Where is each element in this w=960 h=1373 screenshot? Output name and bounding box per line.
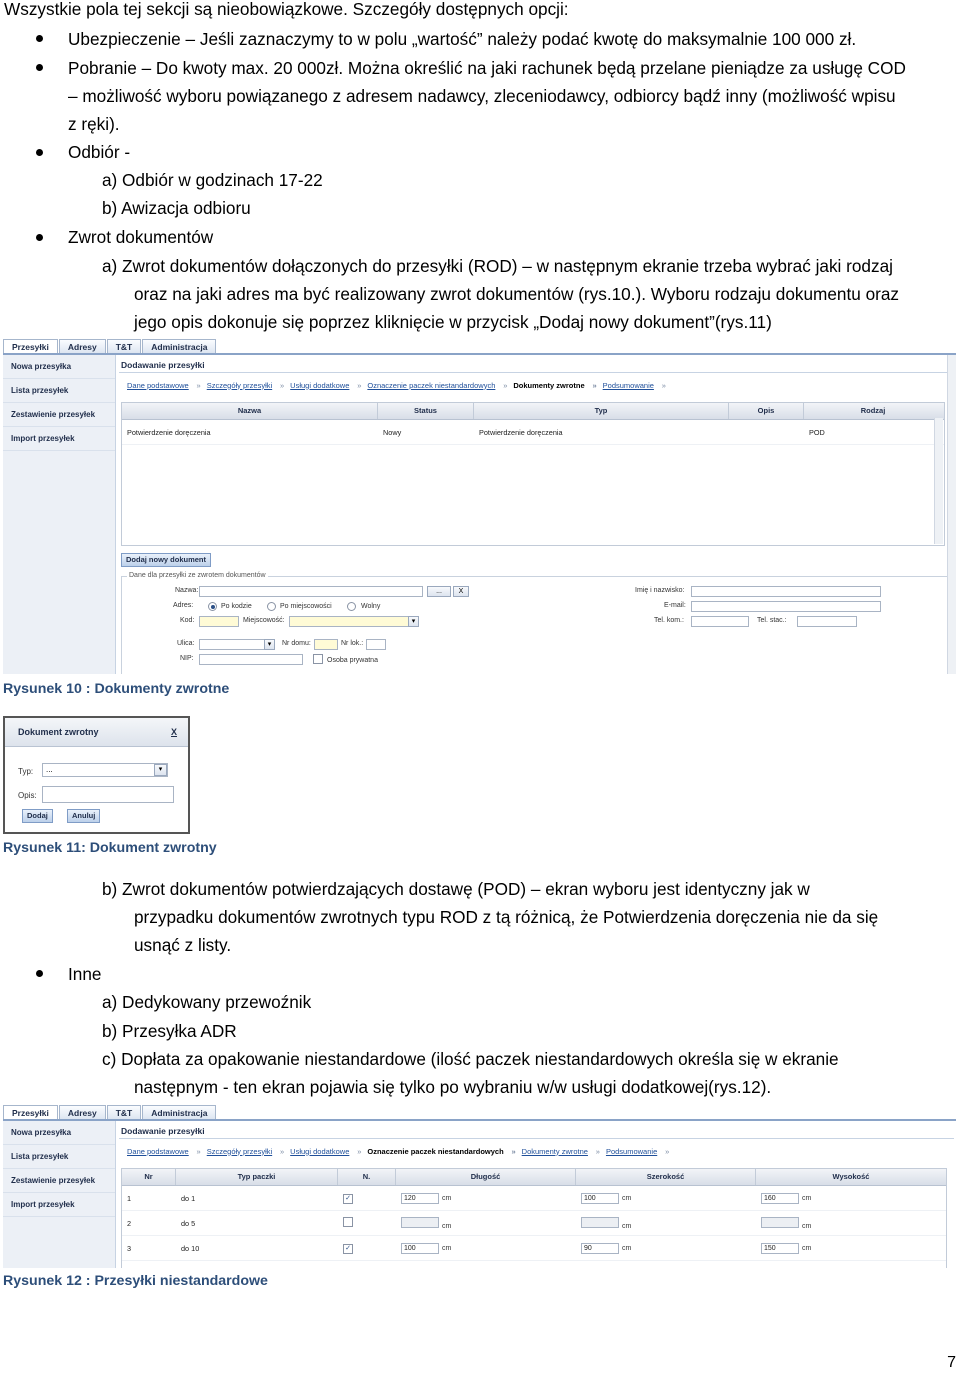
step-details[interactable]: Szczegóły przesyłki » xyxy=(207,381,286,390)
col-opis[interactable]: Opis xyxy=(729,403,804,419)
item-pickup: Odbiór - xyxy=(68,142,131,162)
step-services[interactable]: Usługi dodatkowe » xyxy=(290,1147,363,1156)
divider xyxy=(119,372,954,373)
radio-po-miejscowosci[interactable] xyxy=(267,602,276,611)
col-dlugosc[interactable]: Długość xyxy=(396,1169,576,1185)
unit-label: cm xyxy=(802,1222,812,1230)
sidebar xyxy=(3,1121,116,1268)
item-returns-a: a) Zwrot dokumentów dołączonych do przesyłki (ROD) – w następnym ekranie trzeba wybrać jaki rodzaj xyxy=(102,256,893,276)
item-cod-cont2: z ręki). xyxy=(68,114,120,134)
wy-input[interactable]: 160 xyxy=(761,1193,799,1204)
email-input[interactable] xyxy=(691,601,881,612)
col-nazwa[interactable]: Nazwa xyxy=(122,403,378,419)
cell-typ: do 10 xyxy=(181,1243,200,1253)
col-szerokosc[interactable]: Szerokość xyxy=(576,1169,756,1185)
sz-input[interactable]: 90 xyxy=(581,1243,619,1254)
fieldset-legend: Dane dla przesyłki ze zwrotem dokumentów xyxy=(129,572,266,579)
item-returns-b3: usnąć z listy. xyxy=(134,935,232,955)
grid-header xyxy=(122,1169,946,1186)
opis-input[interactable] xyxy=(42,786,174,803)
cell-dl xyxy=(396,1243,576,1254)
step-basic[interactable]: Dane podstawowe » xyxy=(127,1147,203,1156)
step-nonstandard[interactable]: Oznaczenie paczek niestandardowych » xyxy=(367,381,509,390)
bullet xyxy=(36,149,43,156)
wy-input[interactable]: 150 xyxy=(761,1243,799,1254)
label-miejscowosc: Miejscowość: xyxy=(243,617,285,624)
col-rodzaj[interactable]: Rodzaj xyxy=(860,406,886,415)
item-cod: Pobranie – Do kwoty max. 20 000zł. Można określić na jaki rachunek będą przelane pieniądze za usługę COD xyxy=(68,58,906,78)
unit-label: cm xyxy=(802,1194,812,1202)
sidebar-item-new[interactable]: Nowa przesyłka xyxy=(3,1121,115,1145)
grid-header xyxy=(122,403,944,420)
item-returns: Zwrot dokumentów xyxy=(68,227,214,247)
divider xyxy=(119,1138,954,1139)
osoba-prywatna-checkbox[interactable] xyxy=(313,654,323,664)
label-po-miejscowosci: Po miejscowości xyxy=(280,603,332,610)
parcels-grid xyxy=(121,1168,947,1268)
cell-n xyxy=(338,1193,396,1204)
step-return-docs: Dokumenty zwrotne » xyxy=(513,381,598,390)
label-opis: Opis: xyxy=(18,791,37,800)
cell-n xyxy=(338,1217,396,1229)
cell-nr: 1 xyxy=(127,1193,132,1203)
label-nip: NIP: xyxy=(180,655,194,662)
figure-11-dialog xyxy=(3,716,190,834)
figure-12-screenshot xyxy=(3,1105,956,1268)
radio-wolny[interactable] xyxy=(347,602,356,611)
add-document-button[interactable]: Dodaj nowy dokument xyxy=(121,553,211,567)
label-ulica: Ulica: xyxy=(177,640,195,647)
main-tabs xyxy=(3,1105,217,1119)
step-details[interactable]: Szczegóły przesyłki » xyxy=(207,1147,286,1156)
parcels-rows xyxy=(122,1186,946,1261)
table-row[interactable] xyxy=(122,420,944,445)
figure-10-caption: Rysunek 10 : Dokumenty zwrotne xyxy=(3,681,230,697)
unit-label: cm xyxy=(442,1222,452,1230)
panel-title: Dodawanie przesyłki xyxy=(121,1126,205,1136)
cell-nazwa: Potwierdzenie doręczenia xyxy=(127,427,211,437)
clear-button[interactable]: X xyxy=(453,586,469,597)
cell-n xyxy=(338,1243,396,1254)
nip-input[interactable] xyxy=(199,654,303,665)
sidebar-item-import[interactable]: Import przesyłek xyxy=(3,427,115,451)
kod-input[interactable] xyxy=(199,616,239,627)
figure-11-caption: Rysunek 11: Dokument zwrotny xyxy=(3,840,217,856)
sidebar-item-import[interactable]: Import przesyłek xyxy=(3,1193,115,1217)
label-kod: Kod: xyxy=(180,617,195,624)
label-wolny: Wolny xyxy=(361,603,381,610)
cell-sz xyxy=(576,1217,756,1230)
step-nonstandard: Oznaczenie paczek niestandardowych » xyxy=(367,1147,517,1156)
close-icon[interactable]: X xyxy=(171,727,178,737)
page-number: 7 xyxy=(947,1354,956,1371)
item-returns-b2: przypadku dokumentów zwrotnych typu ROD z tą różnicą, że Potwierdzenia doręczenia nie da się xyxy=(134,907,879,927)
unit-label: cm xyxy=(622,1194,632,1202)
bullet xyxy=(36,234,43,241)
label-nazwa: Nazwa: xyxy=(175,587,199,594)
imie-input[interactable] xyxy=(691,586,881,597)
tab-underline xyxy=(3,353,956,355)
nazwa-input[interactable] xyxy=(199,586,423,597)
unit-label: cm xyxy=(622,1222,632,1230)
step-basic[interactable]: Dane podstawowe » xyxy=(127,381,203,390)
table-row[interactable] xyxy=(122,1186,946,1211)
label-adres: Adres: xyxy=(173,602,194,609)
cell-wy xyxy=(756,1193,946,1204)
item-returns-a2: oraz na jaki adres ma być realizowany zwrot dokumentów (rys.10.). Wyboru rodzaju dokumentu oraz xyxy=(134,284,900,304)
bullet xyxy=(36,64,43,71)
label-typ: Typ: xyxy=(18,767,34,776)
unit-label: cm xyxy=(622,1244,632,1252)
step-return-docs[interactable]: Dokumenty zwrotne » xyxy=(522,1147,602,1156)
dl-input[interactable]: 120 xyxy=(401,1193,439,1204)
typ-select[interactable]: ... xyxy=(42,763,168,777)
label-nr-domu: Nr domu: xyxy=(282,640,311,647)
dl-input[interactable]: 100 xyxy=(401,1243,439,1254)
label-email: E-mail: xyxy=(664,602,686,609)
col-typ[interactable]: Typ xyxy=(474,403,729,419)
col-status[interactable]: Status xyxy=(378,403,474,419)
item-insurance: Ubezpieczenie – Jeśli zaznaczymy to w polu „wartość” należy podać kwotę do maksymalnie 100 000 zł. xyxy=(68,29,857,49)
sz-input[interactable]: 100 xyxy=(581,1193,619,1204)
tab-underline xyxy=(3,1119,956,1121)
item-other-b: b) Przesyłka ADR xyxy=(102,1021,237,1041)
cell-rodzaj: POD xyxy=(809,427,825,437)
tel-stac-input[interactable] xyxy=(797,616,857,627)
nonstandard-checkbox[interactable]: ✓ xyxy=(343,1244,353,1254)
more-button[interactable]: ... xyxy=(427,586,451,597)
label-tel-kom: Tel. kom.: xyxy=(654,617,684,624)
item-cod-cont: – możliwość wyboru powiązanego z adresem nadawcy, zleceniodawcy, odbiorcy bądź inny (możliwość wpisu xyxy=(68,86,896,106)
label-imie: Imię i nazwisko: xyxy=(635,587,685,594)
item-returns-a3: jego opis dokonuje się poprzez kliknięcie w przycisk „Dodaj nowy dokument”(rys.11) xyxy=(134,312,772,332)
tab-przesylki[interactable]: Przesyłki xyxy=(3,339,58,354)
item-pickup-a: a) Odbiór w godzinach 17-22 xyxy=(102,170,323,190)
wizard-steps xyxy=(127,1142,675,1160)
grid-scrollbar[interactable] xyxy=(934,418,943,544)
add-button[interactable]: Dodaj xyxy=(22,809,53,823)
step-summary[interactable]: Podsumowanie » xyxy=(603,381,668,390)
col-typ-paczki[interactable]: Typ paczki xyxy=(176,1169,338,1185)
wizard-steps xyxy=(127,376,672,394)
table-row[interactable] xyxy=(122,1211,946,1236)
tab-tt[interactable]: T&T xyxy=(107,1105,142,1120)
wy-input[interactable] xyxy=(761,1217,799,1228)
step-services[interactable]: Usługi dodatkowe » xyxy=(290,381,363,390)
chevron-down-icon[interactable]: ▾ xyxy=(408,616,419,627)
sidebar-item-summary[interactable]: Zestawienie przesyłek xyxy=(3,1169,115,1193)
chevron-down-icon[interactable]: ▾ xyxy=(264,639,275,650)
col-wysokosc[interactable]: Wysokość xyxy=(832,1172,870,1181)
cell-typ: Potwierdzenie doręczenia xyxy=(479,427,563,437)
step-summary[interactable]: Podsumowanie » xyxy=(606,1147,671,1156)
dialog-title: Dokument zwrotny xyxy=(18,727,99,737)
radio-po-kodzie[interactable] xyxy=(208,602,217,611)
col-nr[interactable]: Nr xyxy=(122,1169,176,1185)
cell-dl xyxy=(396,1193,576,1204)
page-scrollbar[interactable] xyxy=(947,355,956,674)
label-nr-lok: Nr lok.: xyxy=(341,640,364,647)
figure-10-screenshot xyxy=(3,339,956,674)
col-n[interactable]: N. xyxy=(338,1169,396,1185)
figure-12-caption: Rysunek 12 : Przesyłki niestandardowe xyxy=(3,1273,268,1289)
tab-adresy[interactable]: Adresy xyxy=(59,1105,106,1120)
item-other-c: c) Dopłata za opakowanie niestandardowe (ilość paczek niestandardowych określa się w ekranie xyxy=(102,1049,839,1069)
nr-domu-input[interactable] xyxy=(314,639,338,650)
cell-sz xyxy=(576,1243,756,1254)
nonstandard-checkbox[interactable]: ✓ xyxy=(343,1194,353,1204)
panel-title: Dodawanie przesyłki xyxy=(121,360,205,370)
nr-lok-input[interactable] xyxy=(366,639,386,650)
unit-label: cm xyxy=(442,1194,452,1202)
cell-sz xyxy=(576,1193,756,1204)
bullet xyxy=(36,970,43,977)
tab-administracja[interactable]: Administracja xyxy=(142,1105,216,1120)
unit-label: cm xyxy=(442,1244,452,1252)
tab-adresy[interactable]: Adresy xyxy=(59,339,106,354)
sidebar xyxy=(3,355,116,674)
item-returns-b: b) Zwrot dokumentów potwierdzających dostawę (POD) – ekran wyboru jest identyczny jak w xyxy=(102,879,810,899)
item-other: Inne xyxy=(68,964,102,984)
unit-label: cm xyxy=(802,1244,812,1252)
item-other-c2: następnym - ten ekran pojawia się tylko po wybraniu w/w usługi dodatkowej(rys.12). xyxy=(134,1077,772,1097)
table-row[interactable] xyxy=(122,1236,946,1261)
item-other-a: a) Dedykowany przewoźnik xyxy=(102,992,312,1012)
cell-wy xyxy=(756,1243,946,1254)
label-osoba-prywatna: Osoba prywatna xyxy=(327,657,378,664)
miejscowosc-select[interactable] xyxy=(289,616,419,627)
sidebar-item-list[interactable]: Lista przesyłek xyxy=(3,379,115,403)
dl-input[interactable] xyxy=(401,1217,439,1228)
tab-przesylki[interactable]: Przesyłki xyxy=(3,1105,58,1120)
cancel-button[interactable]: Anuluj xyxy=(67,809,100,823)
cell-nr: 2 xyxy=(127,1218,132,1228)
sidebar-item-summary[interactable]: Zestawienie przesyłek xyxy=(3,403,115,427)
chevron-down-icon[interactable]: ▾ xyxy=(154,764,167,776)
main-tabs xyxy=(3,339,217,353)
tel-kom-input[interactable] xyxy=(691,616,749,627)
cell-status: Nowy xyxy=(383,427,402,437)
cell-nr: 3 xyxy=(127,1243,132,1253)
cell-dl xyxy=(396,1217,576,1230)
cell-typ: do 1 xyxy=(181,1193,196,1203)
sz-input[interactable] xyxy=(581,1217,619,1228)
tab-tt[interactable]: T&T xyxy=(107,339,142,354)
label-po-kodzie: Po kodzie xyxy=(221,603,252,610)
intro-line: Wszystkie pola tej sekcji są nieobowiązkowe. Szczegóły dostępnych opcji: xyxy=(4,0,569,19)
nonstandard-checkbox[interactable] xyxy=(343,1217,353,1227)
item-pickup-b: b) Awizacja odbioru xyxy=(102,198,251,218)
label-tel-stac: Tel. stac.: xyxy=(757,617,787,624)
tab-administracja[interactable]: Administracja xyxy=(142,339,216,354)
cell-typ: do 5 xyxy=(181,1218,196,1228)
cell-wy xyxy=(756,1217,946,1230)
bullet xyxy=(36,35,43,42)
documents-grid xyxy=(121,402,945,546)
sidebar-item-list[interactable]: Lista przesyłek xyxy=(3,1145,115,1169)
sidebar-item-new[interactable]: Nowa przesyłka xyxy=(3,355,115,379)
